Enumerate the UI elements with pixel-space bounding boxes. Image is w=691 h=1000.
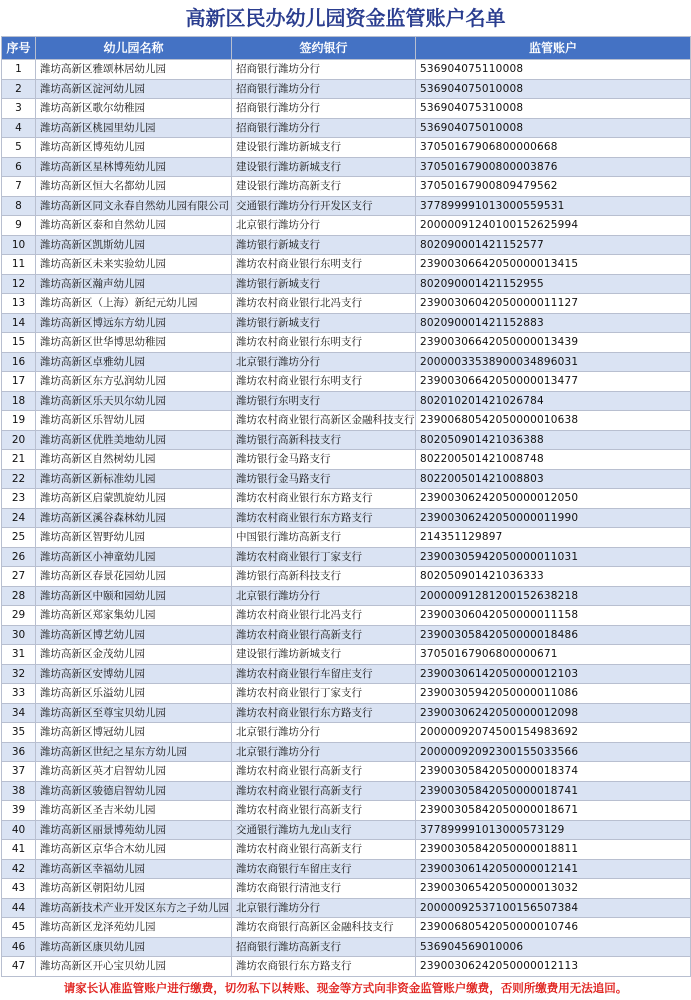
row-number: 32 xyxy=(2,664,36,684)
kindergarten-name: 潍坊高新区优胜美地幼儿园 xyxy=(36,430,232,450)
signed-bank: 潍坊银行金马路支行 xyxy=(232,469,416,489)
signed-bank: 潍坊农村商业银行高新支行 xyxy=(232,781,416,801)
signed-bank: 潍坊农村商业银行高新支行 xyxy=(232,762,416,782)
row-number: 43 xyxy=(2,879,36,899)
supervision-account: 802090001421152955 xyxy=(416,274,691,294)
table-row xyxy=(2,294,691,314)
kindergarten-name: 潍坊高新区乐天贝尔幼儿园 xyxy=(36,391,232,411)
supervision-account: 20000091281200152638218 xyxy=(416,586,691,606)
table-body xyxy=(2,60,691,977)
supervision-account: 23900305842050000018374 xyxy=(416,762,691,782)
supervision-account: 23900306142050000012141 xyxy=(416,859,691,879)
signed-bank: 北京银行潍坊分行 xyxy=(232,216,416,236)
signed-bank: 潍坊农村商业银行丁家支行 xyxy=(232,547,416,567)
table-row xyxy=(2,508,691,528)
supervision-account: 23900306642050000013415 xyxy=(416,255,691,275)
table-row xyxy=(2,235,691,255)
table-row xyxy=(2,645,691,665)
header-name: 幼儿园名称 xyxy=(36,37,232,60)
table-row xyxy=(2,177,691,197)
table-row xyxy=(2,840,691,860)
supervision-account: 802200501421008748 xyxy=(416,450,691,470)
kindergarten-name: 潍坊高新区英才启智幼儿园 xyxy=(36,762,232,782)
table-row xyxy=(2,255,691,275)
row-number: 9 xyxy=(2,216,36,236)
header-no: 序号 xyxy=(2,37,36,60)
supervision-account: 20000091240100152625994 xyxy=(416,216,691,236)
row-number: 24 xyxy=(2,508,36,528)
row-number: 23 xyxy=(2,489,36,509)
signed-bank: 中国银行潍坊高新支行 xyxy=(232,528,416,548)
kindergarten-name: 潍坊高新技术产业开发区东方之子幼儿园 xyxy=(36,898,232,918)
table-row xyxy=(2,879,691,899)
table-row xyxy=(2,528,691,548)
supervision-account: 23900306642050000013439 xyxy=(416,333,691,353)
table-row xyxy=(2,859,691,879)
supervision-account: 20000092537100156507384 xyxy=(416,898,691,918)
supervision-account: 377899991013000573129 xyxy=(416,820,691,840)
payment-notice: 请家长认准监管账户进行缴费，切勿私下以转账、现金等方式向非资金监管账户缴费，否则所缴费用无法追回。 xyxy=(63,981,628,995)
kindergarten-name: 潍坊高新区智野幼儿园 xyxy=(36,528,232,548)
table-row xyxy=(2,957,691,977)
supervision-account: 23900306042050000011158 xyxy=(416,606,691,626)
signed-bank: 潍坊农村商业银行东明支行 xyxy=(232,333,416,353)
row-number: 2 xyxy=(2,79,36,99)
signed-bank: 招商银行潍坊分行 xyxy=(232,99,416,119)
supervision-account: 23900305942050000011031 xyxy=(416,547,691,567)
kindergarten-name: 潍坊高新区小神童幼儿园 xyxy=(36,547,232,567)
signed-bank: 潍坊农村商业银行北冯支行 xyxy=(232,294,416,314)
row-number: 41 xyxy=(2,840,36,860)
page-title: 高新区民办幼儿园资金监管账户名单 xyxy=(185,6,506,30)
table-row xyxy=(2,606,691,626)
kindergarten-name: 潍坊高新区博远东方幼儿园 xyxy=(36,313,232,333)
kindergarten-name: 潍坊高新区溪谷森林幼儿园 xyxy=(36,508,232,528)
table-row xyxy=(2,430,691,450)
table-row xyxy=(2,372,691,392)
row-number: 5 xyxy=(2,138,36,158)
signed-bank: 潍坊银行新城支行 xyxy=(232,274,416,294)
kindergarten-name: 潍坊高新区丽景博苑幼儿园 xyxy=(36,820,232,840)
account-table xyxy=(1,36,691,977)
row-number: 36 xyxy=(2,742,36,762)
supervision-account: 37050167900809479562 xyxy=(416,177,691,197)
row-number: 18 xyxy=(2,391,36,411)
table-row xyxy=(2,684,691,704)
supervision-account: 20000033538900034896031 xyxy=(416,352,691,372)
kindergarten-name: 潍坊高新区世纪之星东方幼儿园 xyxy=(36,742,232,762)
table-row xyxy=(2,625,691,645)
table-row xyxy=(2,742,691,762)
table-row xyxy=(2,664,691,684)
supervision-account: 536904075010008 xyxy=(416,79,691,99)
row-number: 12 xyxy=(2,274,36,294)
supervision-account: 23900306242050000011990 xyxy=(416,508,691,528)
signed-bank: 潍坊银行新城支行 xyxy=(232,235,416,255)
kindergarten-name: 潍坊高新区至尊宝贝幼儿园 xyxy=(36,703,232,723)
row-number: 7 xyxy=(2,177,36,197)
row-number: 15 xyxy=(2,333,36,353)
supervision-account: 802200501421008803 xyxy=(416,469,691,489)
signed-bank: 交通银行潍坊九龙山支行 xyxy=(232,820,416,840)
row-number: 28 xyxy=(2,586,36,606)
row-number: 4 xyxy=(2,118,36,138)
table-row xyxy=(2,567,691,587)
supervision-account: 37050167906800000671 xyxy=(416,645,691,665)
table-row xyxy=(2,391,691,411)
signed-bank: 潍坊银行高新科技支行 xyxy=(232,430,416,450)
supervision-account: 802090001421152577 xyxy=(416,235,691,255)
signed-bank: 潍坊农村商业银行高新区金融科技支行 xyxy=(232,411,416,431)
table-row xyxy=(2,274,691,294)
row-number: 16 xyxy=(2,352,36,372)
row-number: 26 xyxy=(2,547,36,567)
kindergarten-name: 潍坊高新区幸福幼儿园 xyxy=(36,859,232,879)
supervision-account: 23900306142050000012103 xyxy=(416,664,691,684)
signed-bank: 潍坊农商银行东方路支行 xyxy=(232,957,416,977)
row-number: 38 xyxy=(2,781,36,801)
row-number: 42 xyxy=(2,859,36,879)
table-row xyxy=(2,118,691,138)
table-row xyxy=(2,352,691,372)
table-row xyxy=(2,781,691,801)
signed-bank: 潍坊农村商业银行东方路支行 xyxy=(232,703,416,723)
table-row xyxy=(2,333,691,353)
table-row xyxy=(2,138,691,158)
row-number: 13 xyxy=(2,294,36,314)
kindergarten-name: 潍坊高新区自然树幼儿园 xyxy=(36,450,232,470)
signed-bank: 招商银行潍坊高新支行 xyxy=(232,937,416,957)
row-number: 39 xyxy=(2,801,36,821)
table-row xyxy=(2,801,691,821)
signed-bank: 北京银行潍坊分行 xyxy=(232,586,416,606)
row-number: 1 xyxy=(2,60,36,80)
supervision-account: 23900680542050000010638 xyxy=(416,411,691,431)
supervision-account: 37050167900800003876 xyxy=(416,157,691,177)
kindergarten-name: 潍坊高新区康贝幼儿园 xyxy=(36,937,232,957)
row-number: 40 xyxy=(2,820,36,840)
supervision-account: 23900306642050000013477 xyxy=(416,372,691,392)
supervision-account: 23900305842050000018811 xyxy=(416,840,691,860)
kindergarten-name: 潍坊高新区东方弘润幼儿园 xyxy=(36,372,232,392)
row-number: 25 xyxy=(2,528,36,548)
table-row xyxy=(2,820,691,840)
signed-bank: 招商银行潍坊分行 xyxy=(232,60,416,80)
kindergarten-name: 潍坊高新区同文永春自然幼儿园有限公司 xyxy=(36,196,232,216)
supervision-account: 37050167906800000668 xyxy=(416,138,691,158)
table-row xyxy=(2,411,691,431)
table-row xyxy=(2,60,691,80)
table-row xyxy=(2,469,691,489)
kindergarten-name: 潍坊高新区中颐和园幼儿园 xyxy=(36,586,232,606)
signed-bank: 潍坊银行金马路支行 xyxy=(232,450,416,470)
kindergarten-name: 潍坊高新区郑家集幼儿园 xyxy=(36,606,232,626)
signed-bank: 潍坊农村商业银行高新支行 xyxy=(232,625,416,645)
supervision-account: 23900680542050000010746 xyxy=(416,918,691,938)
signed-bank: 建设银行潍坊高新支行 xyxy=(232,177,416,197)
header-bank: 签约银行 xyxy=(232,37,416,60)
supervision-account: 802010201421026784 xyxy=(416,391,691,411)
table-row xyxy=(2,79,691,99)
kindergarten-name: 潍坊高新区圣吉米幼儿园 xyxy=(36,801,232,821)
kindergarten-name: 潍坊高新区泰和自然幼儿园 xyxy=(36,216,232,236)
supervision-account: 802050901421036333 xyxy=(416,567,691,587)
kindergarten-name: 潍坊高新区雅颂林居幼儿园 xyxy=(36,60,232,80)
signed-bank: 招商银行潍坊分行 xyxy=(232,79,416,99)
signed-bank: 潍坊农村商业银行高新支行 xyxy=(232,840,416,860)
row-number: 17 xyxy=(2,372,36,392)
row-number: 47 xyxy=(2,957,36,977)
table-row xyxy=(2,723,691,743)
signed-bank: 交通银行潍坊分行开发区支行 xyxy=(232,196,416,216)
signed-bank: 潍坊农村商业银行东明支行 xyxy=(232,372,416,392)
kindergarten-name: 潍坊高新区乐智幼儿园 xyxy=(36,411,232,431)
signed-bank: 潍坊农村商业银行丁家支行 xyxy=(232,684,416,704)
signed-bank: 潍坊银行高新科技支行 xyxy=(232,567,416,587)
table-row xyxy=(2,157,691,177)
kindergarten-name: 潍坊高新区淀河幼儿园 xyxy=(36,79,232,99)
signed-bank: 招商银行潍坊分行 xyxy=(232,118,416,138)
supervision-account: 23900305842050000018486 xyxy=(416,625,691,645)
row-number: 22 xyxy=(2,469,36,489)
supervision-account: 536904075010008 xyxy=(416,118,691,138)
row-number: 3 xyxy=(2,99,36,119)
row-number: 6 xyxy=(2,157,36,177)
supervision-account: 23900305842050000018671 xyxy=(416,801,691,821)
row-number: 20 xyxy=(2,430,36,450)
signed-bank: 潍坊农商银行车留庄支行 xyxy=(232,859,416,879)
supervision-account: 536904075310008 xyxy=(416,99,691,119)
row-number: 45 xyxy=(2,918,36,938)
table-row xyxy=(2,762,691,782)
signed-bank: 潍坊银行新城支行 xyxy=(232,313,416,333)
kindergarten-name: 潍坊高新区骏德启智幼儿园 xyxy=(36,781,232,801)
kindergarten-name: 潍坊高新区星林博苑幼儿园 xyxy=(36,157,232,177)
signed-bank: 北京银行潍坊分行 xyxy=(232,898,416,918)
kindergarten-name: 潍坊高新区（上海）新纪元幼儿园 xyxy=(36,294,232,314)
table-row xyxy=(2,313,691,333)
row-number: 34 xyxy=(2,703,36,723)
table-row xyxy=(2,450,691,470)
kindergarten-name: 潍坊高新区京华合木幼儿园 xyxy=(36,840,232,860)
supervision-account: 23900306542050000013032 xyxy=(416,879,691,899)
signed-bank: 建设银行潍坊新城支行 xyxy=(232,157,416,177)
kindergarten-name: 潍坊高新区乐溢幼儿园 xyxy=(36,684,232,704)
kindergarten-name: 潍坊高新区金茂幼儿园 xyxy=(36,645,232,665)
supervision-account: 214351129897 xyxy=(416,528,691,548)
signed-bank: 北京银行潍坊分行 xyxy=(232,742,416,762)
kindergarten-name: 潍坊高新区未来实验幼儿园 xyxy=(36,255,232,275)
kindergarten-name: 潍坊高新区安博幼儿园 xyxy=(36,664,232,684)
kindergarten-name: 潍坊高新区新标准幼儿园 xyxy=(36,469,232,489)
row-number: 27 xyxy=(2,567,36,587)
signed-bank: 建设银行潍坊新城支行 xyxy=(232,645,416,665)
row-number: 31 xyxy=(2,645,36,665)
kindergarten-name: 潍坊高新区卓雅幼儿园 xyxy=(36,352,232,372)
supervision-account: 23900305942050000011086 xyxy=(416,684,691,704)
supervision-account: 802050901421036388 xyxy=(416,430,691,450)
table-header-row xyxy=(2,37,691,60)
table-row xyxy=(2,937,691,957)
row-number: 37 xyxy=(2,762,36,782)
kindergarten-name: 潍坊高新区博艺幼儿园 xyxy=(36,625,232,645)
kindergarten-name: 潍坊高新区龙泽苑幼儿园 xyxy=(36,918,232,938)
kindergarten-name: 潍坊高新区桃园里幼儿园 xyxy=(36,118,232,138)
supervision-account: 23900306242050000012113 xyxy=(416,957,691,977)
signed-bank: 潍坊农村商业银行北冯支行 xyxy=(232,606,416,626)
signed-bank: 潍坊银行东明支行 xyxy=(232,391,416,411)
signed-bank: 北京银行潍坊分行 xyxy=(232,723,416,743)
kindergarten-name: 潍坊高新区朝阳幼儿园 xyxy=(36,879,232,899)
signed-bank: 潍坊农村商业银行车留庄支行 xyxy=(232,664,416,684)
supervision-account: 536904569010006 xyxy=(416,937,691,957)
kindergarten-name: 潍坊高新区春景花园幼儿园 xyxy=(36,567,232,587)
row-number: 30 xyxy=(2,625,36,645)
row-number: 33 xyxy=(2,684,36,704)
supervision-account: 23900306242050000012050 xyxy=(416,489,691,509)
signed-bank: 北京银行潍坊分行 xyxy=(232,352,416,372)
signed-bank: 潍坊农村商业银行东方路支行 xyxy=(232,508,416,528)
row-number: 19 xyxy=(2,411,36,431)
row-number: 14 xyxy=(2,313,36,333)
supervision-account: 20000092074500154983692 xyxy=(416,723,691,743)
table-row xyxy=(2,898,691,918)
signed-bank: 潍坊农村商业银行东明支行 xyxy=(232,255,416,275)
signed-bank: 建设银行潍坊新城支行 xyxy=(232,138,416,158)
supervision-account: 802090001421152883 xyxy=(416,313,691,333)
row-number: 46 xyxy=(2,937,36,957)
signed-bank: 潍坊农商银行高新区金融科技支行 xyxy=(232,918,416,938)
signed-bank: 潍坊农商银行清池支行 xyxy=(232,879,416,899)
kindergarten-name: 潍坊高新区凯斯幼儿园 xyxy=(36,235,232,255)
signed-bank: 潍坊农村商业银行东方路支行 xyxy=(232,489,416,509)
kindergarten-name: 潍坊高新区瀚声幼儿园 xyxy=(36,274,232,294)
table-row xyxy=(2,547,691,567)
row-number: 11 xyxy=(2,255,36,275)
row-number: 21 xyxy=(2,450,36,470)
table-row xyxy=(2,489,691,509)
supervision-account: 23900306242050000012098 xyxy=(416,703,691,723)
supervision-account: 23900305842050000018741 xyxy=(416,781,691,801)
signed-bank: 潍坊农村商业银行高新支行 xyxy=(232,801,416,821)
row-number: 29 xyxy=(2,606,36,626)
row-number: 10 xyxy=(2,235,36,255)
kindergarten-name: 潍坊高新区博苑幼儿园 xyxy=(36,138,232,158)
row-number: 44 xyxy=(2,898,36,918)
table-row xyxy=(2,196,691,216)
table-row xyxy=(2,703,691,723)
kindergarten-name: 潍坊高新区世华博思幼稚园 xyxy=(36,333,232,353)
kindergarten-name: 潍坊高新区开心宝贝幼儿园 xyxy=(36,957,232,977)
supervision-account: 23900306042050000011127 xyxy=(416,294,691,314)
kindergarten-name: 潍坊高新区启蒙凯旋幼儿园 xyxy=(36,489,232,509)
table-row xyxy=(2,99,691,119)
row-number: 8 xyxy=(2,196,36,216)
header-account: 监管账户 xyxy=(416,37,691,60)
table-row xyxy=(2,216,691,236)
supervision-account: 377899991013000559531 xyxy=(416,196,691,216)
kindergarten-name: 潍坊高新区博冠幼儿园 xyxy=(36,723,232,743)
table-row xyxy=(2,918,691,938)
table-row xyxy=(2,586,691,606)
kindergarten-name: 潍坊高新区歌尔幼稚园 xyxy=(36,99,232,119)
supervision-account: 536904075110008 xyxy=(416,60,691,80)
kindergarten-name: 潍坊高新区恒大名都幼儿园 xyxy=(36,177,232,197)
row-number: 35 xyxy=(2,723,36,743)
supervision-account: 20000092092300155033566 xyxy=(416,742,691,762)
